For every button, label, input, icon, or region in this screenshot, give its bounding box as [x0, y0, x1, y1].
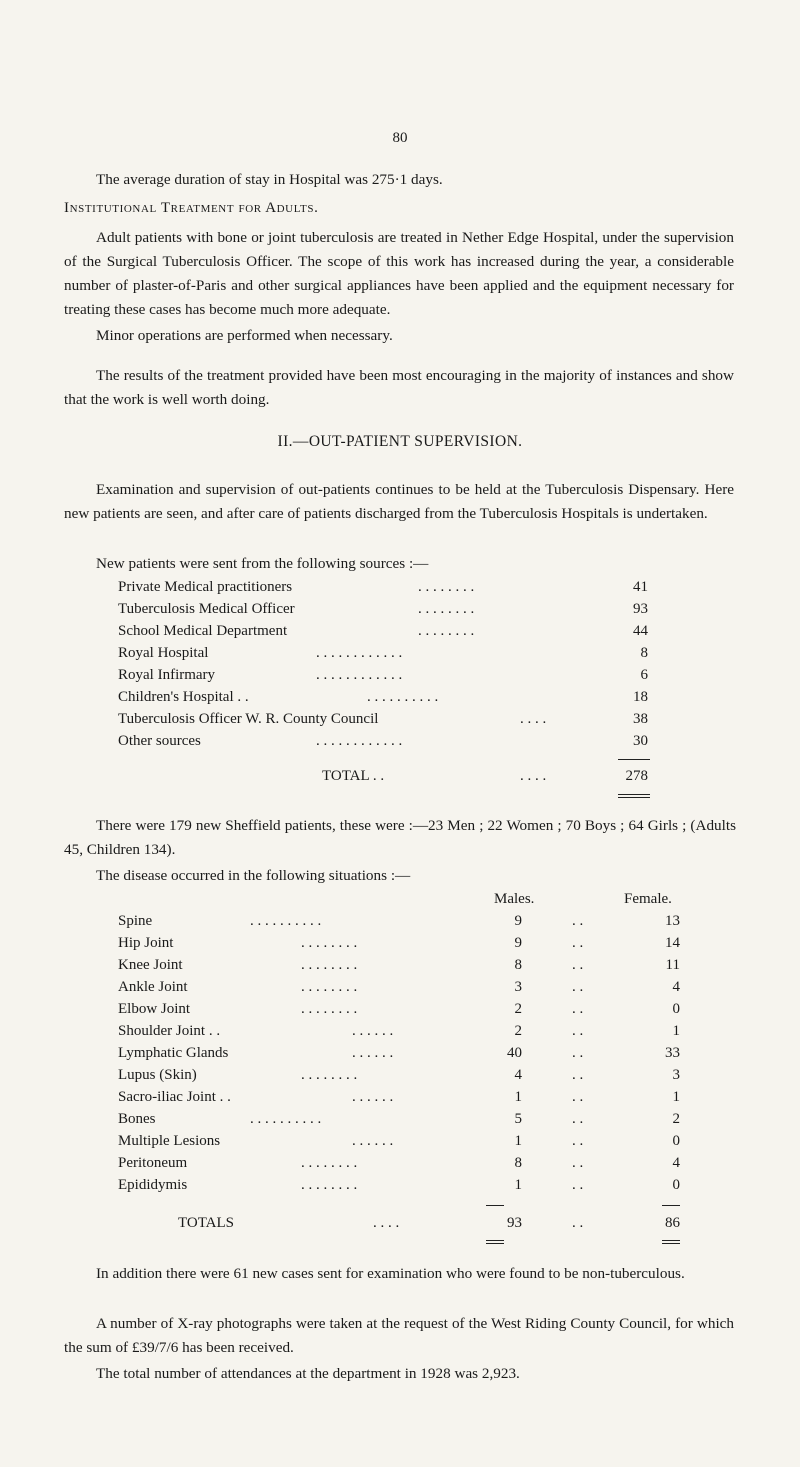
- leader-dots: . . . . . . . . . . . .: [316, 733, 403, 749]
- female-value: 33: [665, 1045, 680, 1061]
- leader-dots: . . . . . . . .: [301, 1155, 358, 1171]
- female-value: 1: [672, 1089, 680, 1105]
- males-value: 40: [507, 1045, 522, 1061]
- female-total-rule-top: [662, 1240, 680, 1241]
- leader-dots: . . . . . .: [352, 1089, 394, 1105]
- source-value: 41: [633, 579, 648, 595]
- paragraph-stay-duration: The average duration of stay in Hospital was 275·1 days.: [96, 171, 443, 188]
- total-rule-top: [618, 794, 650, 795]
- paragraph-xray: A number of X-ray photographs were taken at the request of the West Riding County Council, for which the sum of £39/7/6 has been received.: [64, 1315, 734, 1356]
- table-row: [118, 730, 648, 752]
- female-subtotal-rule: [662, 1205, 680, 1206]
- female-value: 4: [672, 979, 680, 995]
- males-total-rule-bottom: [486, 1243, 504, 1244]
- section-heading-institutional: Institutional Treatment for Adults.: [64, 200, 319, 216]
- column-header-males: Males.: [494, 891, 535, 907]
- situation-label: Lymphatic Glands: [118, 1045, 229, 1061]
- leader-dots: . . . . . . . .: [418, 601, 475, 617]
- female-value: 14: [665, 935, 680, 951]
- leader-dots: . .: [572, 1001, 584, 1017]
- leader-dots: . . . . . . . .: [301, 979, 358, 995]
- leader-dots: . . . . . . . .: [301, 935, 358, 951]
- total-value: 278: [625, 768, 648, 784]
- paragraph-non-tuberculous: In addition there were 61 new cases sent for examination who were found to be non-tuberculous.: [96, 1265, 685, 1282]
- leader-dots: . . . . . . . . . .: [250, 1111, 322, 1127]
- table-row: [118, 598, 648, 620]
- table-row: [118, 642, 648, 664]
- leader-dots: . . . . . . . . . . . .: [316, 667, 403, 683]
- males-value: 2: [514, 1023, 522, 1039]
- female-value: 3: [672, 1067, 680, 1083]
- leader-dots: . .: [572, 979, 584, 995]
- female-value: 11: [665, 957, 680, 973]
- paragraph-minor-operations: Minor operations are performed when necessary.: [96, 327, 393, 344]
- males-value: 1: [514, 1089, 522, 1105]
- table-row: [118, 910, 738, 932]
- males-value: 1: [514, 1177, 522, 1193]
- table-row: [118, 708, 648, 730]
- situation-label: Ankle Joint: [118, 979, 188, 995]
- males-subtotal-rule: [486, 1205, 504, 1206]
- table-row: [118, 1086, 738, 1108]
- leader-dots: . . . .: [520, 711, 547, 727]
- leader-dots: . .: [572, 1023, 584, 1039]
- source-value: 93: [633, 601, 648, 617]
- leader-dots: . .: [572, 1155, 584, 1171]
- totals-row: [118, 1212, 738, 1234]
- table-row: [118, 664, 648, 686]
- source-label: Royal Hospital: [118, 645, 209, 661]
- female-total: 86: [665, 1215, 680, 1231]
- table-row: [118, 1020, 738, 1042]
- situation-label: Shoulder Joint . .: [118, 1023, 221, 1039]
- males-value: 8: [514, 1155, 522, 1171]
- female-value: 13: [665, 913, 680, 929]
- paragraph-examination: Examination and supervision of out-patients continues to be held at the Tuberculosis Dispensary. Here new patients are seen, and after care of patients discharged from the Tuberculosis Hospitals is undertaken.: [64, 481, 734, 522]
- leader-dots: . . . . . . . .: [418, 623, 475, 639]
- source-value: 6: [640, 667, 648, 683]
- males-value: 1: [514, 1133, 522, 1149]
- female-value: 4: [672, 1155, 680, 1171]
- table-row: [118, 1108, 738, 1130]
- column-header-female: Female.: [624, 891, 672, 907]
- female-value: 0: [672, 1133, 680, 1149]
- total-rule-bottom: [618, 797, 650, 798]
- total-label: TOTAL . .: [322, 768, 385, 784]
- leader-dots: . .: [572, 1177, 584, 1193]
- males-total: 93: [507, 1215, 522, 1231]
- source-value: 8: [640, 645, 648, 661]
- source-value: 18: [633, 689, 648, 705]
- subtotal-rule: [618, 759, 650, 760]
- female-value: 0: [672, 1177, 680, 1193]
- table-row: [118, 686, 648, 708]
- situation-label: Lupus (Skin): [118, 1067, 197, 1083]
- female-value: 0: [672, 1001, 680, 1017]
- males-value: 5: [514, 1111, 522, 1127]
- source-label: School Medical Department: [118, 623, 288, 639]
- leader-dots: . . . . . .: [352, 1023, 394, 1039]
- table-row: [118, 976, 738, 998]
- leader-dots: . .: [572, 1045, 584, 1061]
- source-label: Private Medical practitioners: [118, 579, 293, 595]
- page-number: 80: [392, 130, 408, 146]
- source-label: Royal Infirmary: [118, 667, 216, 683]
- total-row: [118, 765, 648, 787]
- males-value: 8: [514, 957, 522, 973]
- situation-label: Spine: [118, 913, 153, 929]
- leader-dots: . . . . . . . . . .: [250, 913, 322, 929]
- paragraph-adult-treatment: Adult patients with bone or joint tuberculosis are treated in Nether Edge Hospital, under the supervision of the Surgical Tuberculosis Officer. The scope of this work has increased during the year, a considerable number of plaster-of-Paris and other surgical appliances have been applied and the equipment necessary for treating these cases has become much more adequate.: [64, 229, 734, 318]
- leader-dots: . .: [572, 1067, 584, 1083]
- paragraph-attendances: The total number of attendances at the department in 1928 was 2,923.: [96, 1365, 520, 1382]
- leader-dots: . .: [572, 1089, 584, 1105]
- table-row: [118, 1130, 738, 1152]
- males-total-rule-top: [486, 1240, 504, 1241]
- paragraph-disease-intro: The disease occurred in the following situations :—: [96, 867, 411, 884]
- female-value: 2: [672, 1111, 680, 1127]
- table-row: [118, 954, 738, 976]
- source-label: Tuberculosis Officer W. R. County Council: [118, 711, 379, 727]
- leader-dots: . . . . . . . .: [418, 579, 475, 595]
- leader-dots: . . . . . . . . . .: [367, 689, 439, 705]
- table-row: [118, 1064, 738, 1086]
- situation-label: Knee Joint: [118, 957, 183, 973]
- males-value: 3: [514, 979, 522, 995]
- source-value: 38: [633, 711, 648, 727]
- males-value: 2: [514, 1001, 522, 1017]
- source-label: Children's Hospital . .: [118, 689, 249, 705]
- situation-label: Elbow Joint: [118, 1001, 191, 1017]
- source-value: 30: [633, 733, 648, 749]
- leader-dots: . . . . . . . .: [301, 1177, 358, 1193]
- heading-outpatient-supervision: II.—OUT-PATIENT SUPERVISION.: [277, 433, 523, 450]
- situation-label: Hip Joint: [118, 935, 174, 951]
- leader-dots: . . . .: [373, 1215, 400, 1231]
- female-value: 1: [672, 1023, 680, 1039]
- males-value: 9: [514, 913, 522, 929]
- leader-dots: . . . . . .: [352, 1133, 394, 1149]
- males-value: 4: [514, 1067, 522, 1083]
- leader-dots: . . . . . . . .: [301, 1001, 358, 1017]
- totals-label: TOTALS: [178, 1215, 235, 1231]
- female-total-rule-bottom: [662, 1243, 680, 1244]
- table-row: [118, 1174, 738, 1196]
- table-row: [118, 1152, 738, 1174]
- table-row: [118, 932, 738, 954]
- table-row: [118, 620, 648, 642]
- paragraph-new-patients: There were 179 new Sheffield patients, these were :—23 Men ; 22 Women ; 70 Boys ; 64 Girls ; (Adults 45, Children 134).: [64, 817, 736, 858]
- leader-dots: . . . .: [520, 768, 547, 784]
- leader-dots: . . . . . . . . . . . .: [316, 645, 403, 661]
- leader-dots: . . . . . .: [352, 1045, 394, 1061]
- leader-dots: . . . . . . . .: [301, 957, 358, 973]
- paragraph-sources-intro: New patients were sent from the following sources :—: [96, 555, 429, 572]
- leader-dots: . .: [572, 913, 584, 929]
- source-label: Other sources: [118, 733, 201, 749]
- source-label: Tuberculosis Medical Officer: [118, 601, 295, 617]
- leader-dots: . .: [572, 1133, 584, 1149]
- situation-label: Peritoneum: [118, 1155, 188, 1171]
- situation-label: Multiple Lesions: [118, 1133, 221, 1149]
- situation-label: Bones: [118, 1111, 156, 1127]
- leader-dots: . .: [572, 957, 584, 973]
- table-row: [118, 576, 648, 598]
- males-value: 9: [514, 935, 522, 951]
- situation-label: Epididymis: [118, 1177, 188, 1193]
- source-value: 44: [633, 623, 648, 639]
- leader-dots: . .: [572, 935, 584, 951]
- table-row: [118, 998, 738, 1020]
- leader-dots: . .: [572, 1111, 584, 1127]
- situation-label: Sacro-iliac Joint . .: [118, 1089, 231, 1105]
- leader-dots: . .: [572, 1215, 584, 1231]
- table-header: [118, 888, 738, 910]
- paragraph-results: The results of the treatment provided have been most encouraging in the majority of instances and show that the work is well worth doing.: [64, 367, 734, 408]
- leader-dots: . . . . . . . .: [301, 1067, 358, 1083]
- table-row: [118, 1042, 738, 1064]
